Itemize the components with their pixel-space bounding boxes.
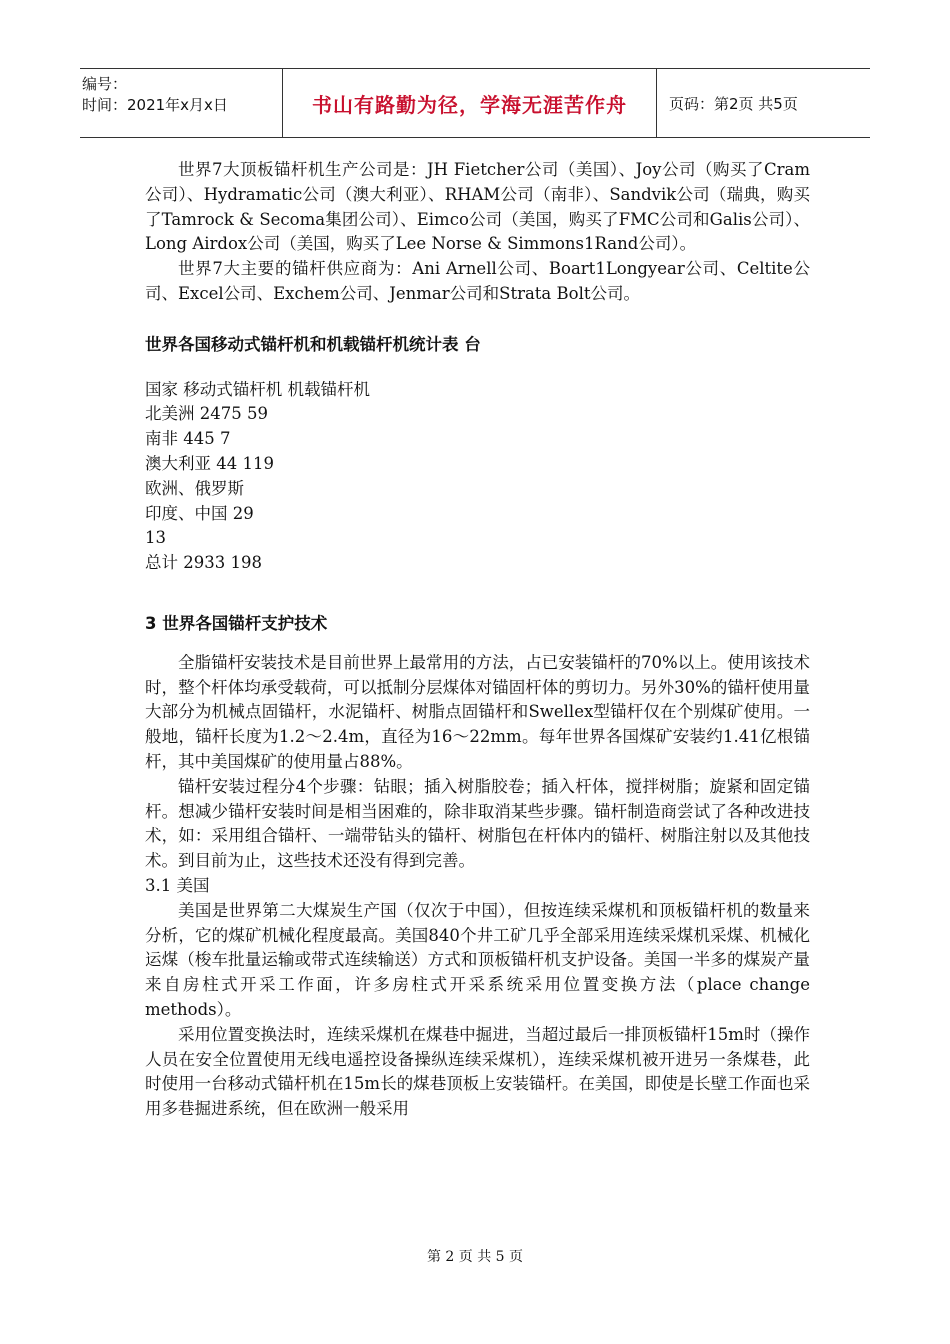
table-line: 北美洲 2475 59 [145, 404, 268, 424]
header-meta [80, 69, 282, 137]
paragraph: 世界7大顶板锚杆机生产公司是：JH Fietcher公司（美国）、Joy公司（购买了Cram公司）、Hydramatic公司（澳大利亚）、RHAM公司（南非）、Sandvik公司（瑞典，购买了Tamrock & Secoma集团公司）、Eimco公司（美国，购买了FMC公司和Galis公司）、Long Airdox公司（美国，购买了Lee Norse & Simmons1Rand公司）。 [145, 160, 810, 254]
table-line: 澳大利亚 44 119 [145, 453, 274, 473]
header-page-info: 页码：第2页 共5页 [669, 94, 798, 113]
table-line: 国家 移动式锚杆机 机载锚杆机 [145, 379, 370, 399]
table-title: 世界各国移动式锚杆机和机载锚杆机统计表 台 [145, 334, 481, 354]
section-heading: 3 世界各国锚杆支护技术 [145, 613, 328, 633]
paragraph: 全脂锚杆安装技术是目前世界上最常用的方法，占已安装锚杆的70%以上。使用该技术时，整个杆体均承受载荷，可以抵制分层煤体对锚固杆体的剪切力。另外30%的锚杆使用量大部分为机械点固锚杆，水泥锚杆、树脂点固锚杆和Swellex型锚杆仅在个别煤矿使用。一般地，锚杆长度为1.2～2.4m，直径为16～22mm。每年世界各国煤矿安装约1.41亿根锚杆，其中美国煤矿的使用量占88%。 [145, 652, 810, 771]
paragraph: 美国是世界第二大煤炭生产国（仅次于中国），但按连续采煤机和顶板锚杆机的数量来分析，它的煤矿机械化程度最高。美国840个井工矿几乎全部采用连续采煤机采煤、机械化运煤（梭车批量运输或带式连续输送）方式和顶板锚杆机支护设备。美国一半多的煤炭产量来自房柱式开采工作面，许多房柱式开采系统采用位置变换方法（place change methods）。 [145, 900, 810, 1019]
page-footer: 第 2 页 共 5 页 [426, 1249, 524, 1265]
table-line: 13 [145, 528, 166, 548]
document-body [145, 158, 810, 1122]
stats-table-text [145, 378, 810, 576]
document-number-label: 编号： [82, 75, 128, 93]
table-line: 南非 445 7 [145, 429, 231, 449]
paragraph: 锚杆安装过程分4个步骤：钻眼；插入树脂胶卷；插入杆体，搅拌树脂；旋紧和固定锚杆。想减少锚杆安装时间是相当困难的，除非取消某些步骤。锚杆制造商尝试了各种改进技术，如：采用组合锚杆、一端带钻头的锚杆、树脂包在杆体内的锚杆、树脂注射以及其他技术。到目前为止，这些技术还没有得到完善。 [145, 776, 810, 871]
header-motto: 书山有路勤为径，学海无涯苦作舟 [282, 69, 657, 137]
table-line: 总计 2933 198 [145, 553, 262, 573]
paragraph: 采用位置变换法时，连续采煤机在煤巷中掘进，当超过最后一排顶板锚杆15m时（操作人员在安全位置使用无线电遥控设备操纵连续采煤机），连续采煤机被开进另一条煤巷，此时使用一台移动式锚杆机在15m长的煤巷顶板上安装锚杆。在美国，即使是长壁工作面也采用多巷掘进系统，但在欧洲一般采用 [145, 1024, 810, 1119]
table-line: 印度、中国 29 [145, 503, 254, 523]
page-header [80, 68, 870, 138]
subsection-heading: 3.1 美国 [145, 875, 210, 895]
document-time: 时间：2021年x月x日 [82, 96, 228, 114]
table-line: 欧洲、俄罗斯 [145, 478, 244, 498]
paragraph: 世界7大主要的锚杆供应商为：Ani Arnell公司、Boart1Longyear公司、Celtite公司、Excel公司、Exchem公司、Jenmar公司和Strata Bolt公司。 [145, 259, 810, 303]
